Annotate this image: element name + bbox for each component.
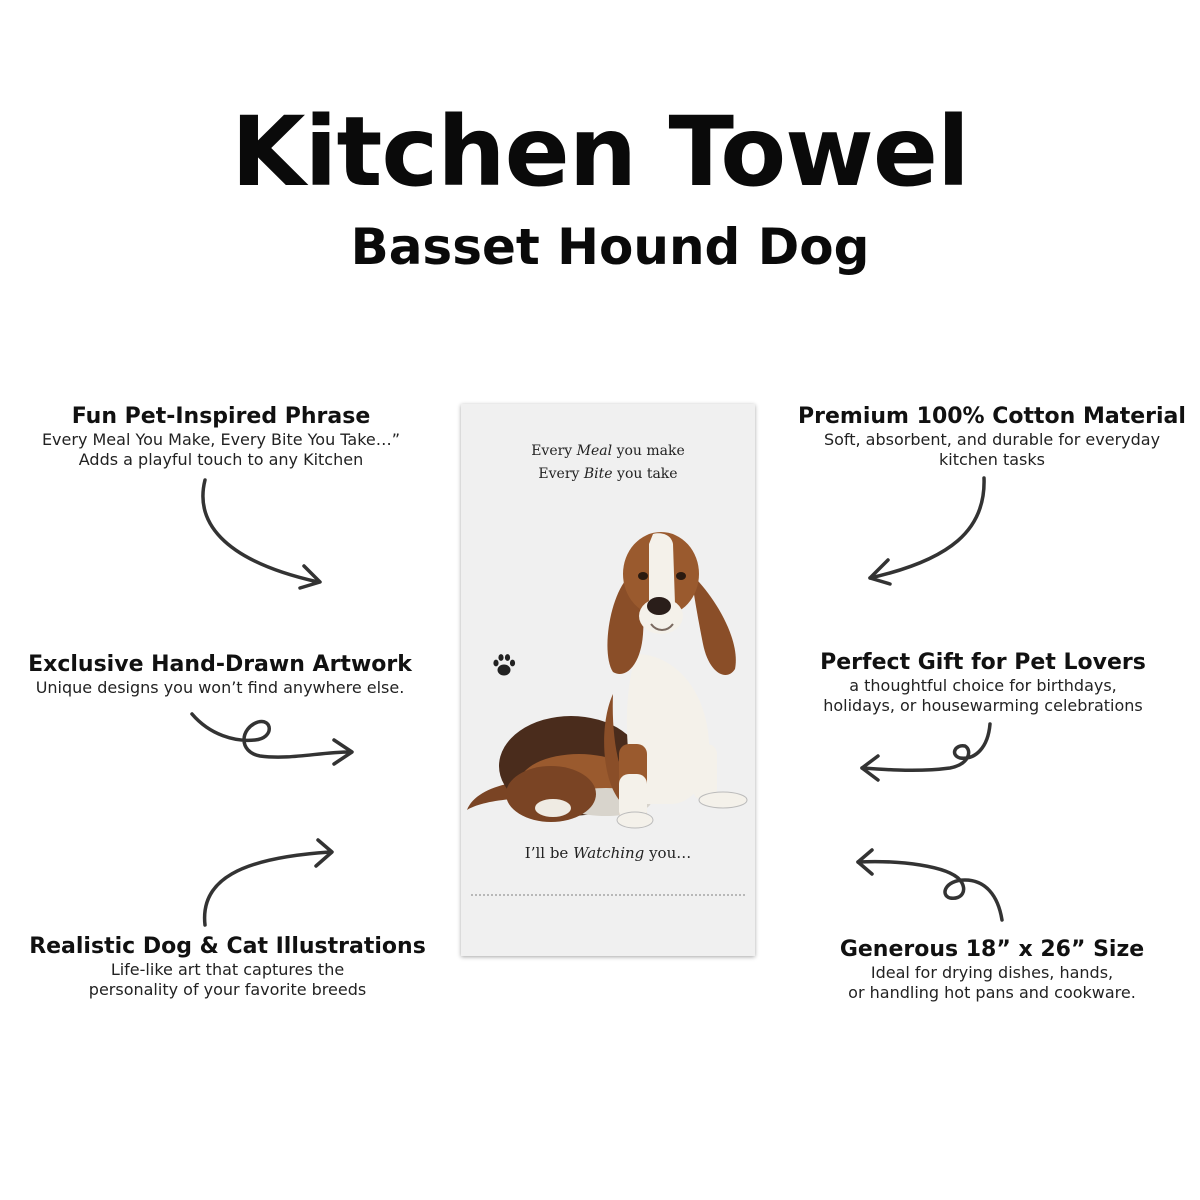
towel-line-1-emphasis: Meal <box>576 443 613 459</box>
arrow-phrase-to-towel <box>203 480 318 582</box>
feature-phrase-line-2: Adds a playful touch to any Kitchen <box>78 450 364 469</box>
feature-size-title: Generous 18” x 26” Size <box>839 937 1145 962</box>
feature-artwork-line-1: Unique designs you won’t find anywhere else. <box>35 678 405 697</box>
feature-illustrations-title: Realistic Dog & Cat Illustrations <box>29 934 426 959</box>
arrow-gift-to-towel <box>862 724 990 770</box>
towel-hem-stitching <box>471 894 745 896</box>
feature-phrase-line-1: Every Meal You Make, Every Bite You Take…” <box>41 430 401 449</box>
feature-gift-line-1: a thoughtful choice for birthdays, <box>849 676 1117 695</box>
feature-artwork-title: Exclusive Hand-Drawn Artwork <box>28 652 412 677</box>
feature-gift-title: Perfect Gift for Pet Lovers <box>820 650 1146 675</box>
towel-line-3-pre: I’ll be <box>524 844 574 862</box>
feature-cotton-line-2: kitchen tasks <box>938 450 1045 469</box>
towel-line-1-post: you make <box>612 443 685 459</box>
feature-cotton-title: Premium 100% Cotton Material <box>798 404 1186 429</box>
towel-phrase-line-3 <box>461 842 755 865</box>
feature-cotton-line-1: Soft, absorbent, and durable for everyday <box>823 430 1161 449</box>
towel-line-2-emphasis: Bite <box>583 466 613 482</box>
page-title: Kitchen Towel <box>231 96 969 208</box>
basset-hound-illustration <box>461 504 755 834</box>
towel-line-2-pre: Every <box>538 466 584 482</box>
arrow-size-to-towel <box>858 862 1002 920</box>
towel-line-3-post: you… <box>644 844 692 862</box>
towel-line-3-emphasis: Watching <box>573 844 645 862</box>
towel-product <box>461 404 755 956</box>
feature-illustrations-line-1: Life-like art that captures the <box>110 960 345 979</box>
feature-illustrations-line-2: personality of your favorite breeds <box>88 980 367 999</box>
page-subtitle: Basset Hound Dog <box>350 218 870 276</box>
feature-size-line-2: or handling hot pans and cookware. <box>848 983 1136 1002</box>
feature-gift-line-2: holidays, or housewarming celebrations <box>823 696 1143 715</box>
feature-phrase-title: Fun Pet-Inspired Phrase <box>71 404 371 429</box>
feature-size-line-1: Ideal for drying dishes, hands, <box>870 963 1114 982</box>
towel-line-2-post: you take <box>612 466 678 482</box>
towel-line-1-pre: Every <box>531 443 577 459</box>
towel-phrase-line-2 <box>461 463 755 486</box>
arrow-illustrations-to-towel <box>205 852 330 925</box>
arrow-artwork-to-towel <box>192 714 350 757</box>
towel-phrase-line-1 <box>461 440 755 463</box>
